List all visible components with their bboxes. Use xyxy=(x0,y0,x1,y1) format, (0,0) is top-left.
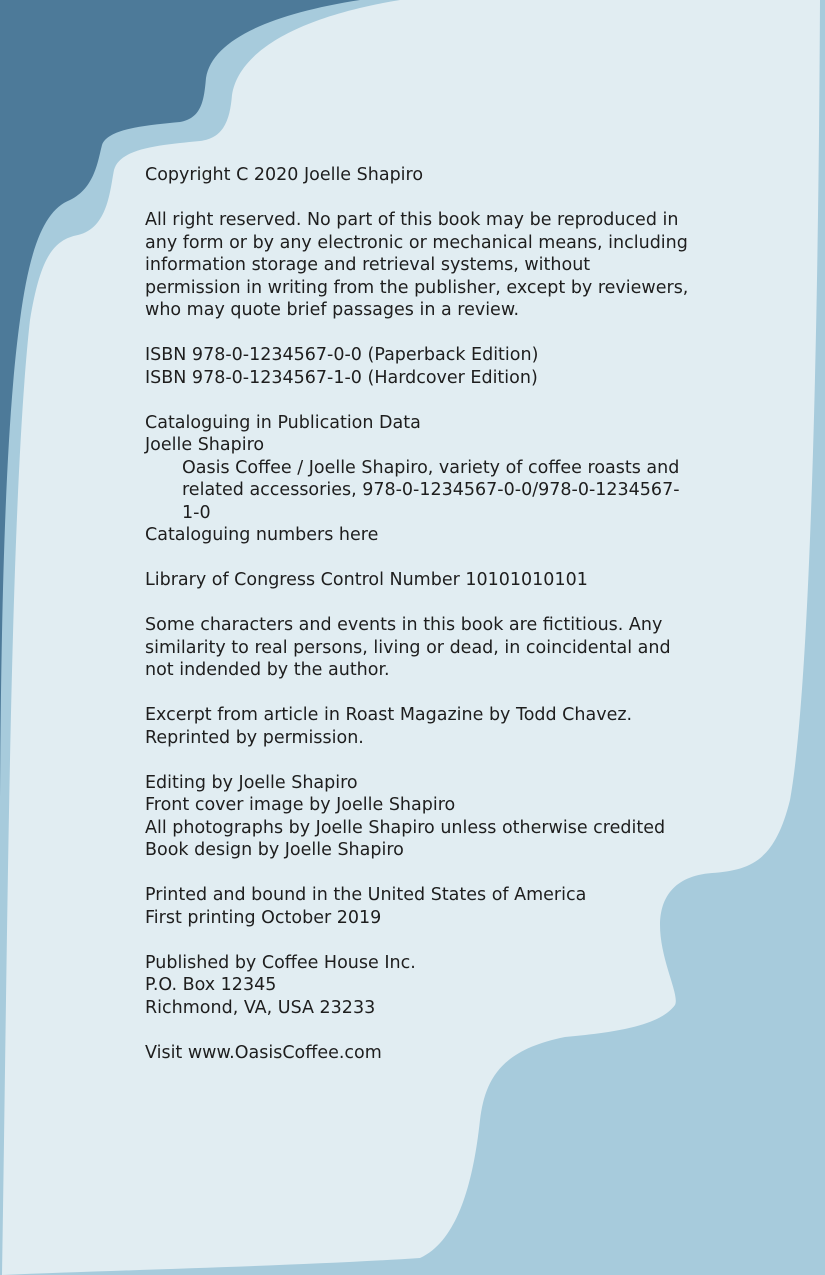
cip-heading: Cataloguing in Publication Data xyxy=(145,412,421,433)
cip-author: Joelle Shapiro xyxy=(145,435,265,455)
credit-design: Book design by Joelle Shapiro xyxy=(145,840,404,860)
excerpt-source: Excerpt from article in Roast Magazine by Todd Chavez. xyxy=(145,705,633,725)
isbn-block xyxy=(145,344,690,389)
cip-numbers: Cataloguing numbers here xyxy=(145,525,379,545)
printing-block xyxy=(145,884,690,929)
credits-block xyxy=(145,772,690,862)
credit-photographs: All photographs by Joelle Shapiro unless otherwise credited xyxy=(145,817,666,838)
publisher-city: Richmond, VA, USA 23233 xyxy=(145,997,376,1018)
copyright-line: Copyright C 2020 Joelle Shapiro xyxy=(145,165,424,185)
lccn-line: Library of Congress Control Number 10101010101 xyxy=(145,570,588,590)
publisher-block xyxy=(145,952,690,1020)
copyright-page-text xyxy=(145,164,690,1087)
credit-cover: Front cover image by Joelle Shapiro xyxy=(145,795,456,815)
excerpt-block xyxy=(145,704,690,749)
publisher-name: Published by Coffee House Inc. xyxy=(145,952,416,973)
cip-block xyxy=(145,412,690,547)
excerpt-permission: Reprinted by permission. xyxy=(145,727,364,748)
publisher-po-box: P.O. Box 12345 xyxy=(145,975,277,995)
cip-entry: Oasis Coffee / Joelle Shapiro, variety of coffee roasts and related accessories, 978-0-1234567-0-0/978-0-1234567-1-0 xyxy=(182,457,680,523)
disclaimer-paragraph: Some characters and events in this book are fictitious. Any similarity to real persons, living or dead, in coincidental and not indended by the author. xyxy=(145,615,671,680)
first-printing: First printing October 2019 xyxy=(145,907,382,928)
printed-location: Printed and bound in the United States of America xyxy=(145,885,587,905)
credit-editing: Editing by Joelle Shapiro xyxy=(145,772,358,793)
isbn-paperback: ISBN 978-0-1234567-0-0 (Paperback Edition) xyxy=(145,345,539,365)
website-line: Visit www.OasisCoffee.com xyxy=(145,1042,382,1063)
isbn-hardcover: ISBN 978-0-1234567-1-0 (Hardcover Edition) xyxy=(145,367,538,388)
rights-paragraph: All right reserved. No part of this book may be reproduced in any form or by any electronic or mechanical means, including information storage and retrieval systems, without permission in writing from the publisher, except by reviewers, who may quote brief passages in a review. xyxy=(145,210,689,320)
